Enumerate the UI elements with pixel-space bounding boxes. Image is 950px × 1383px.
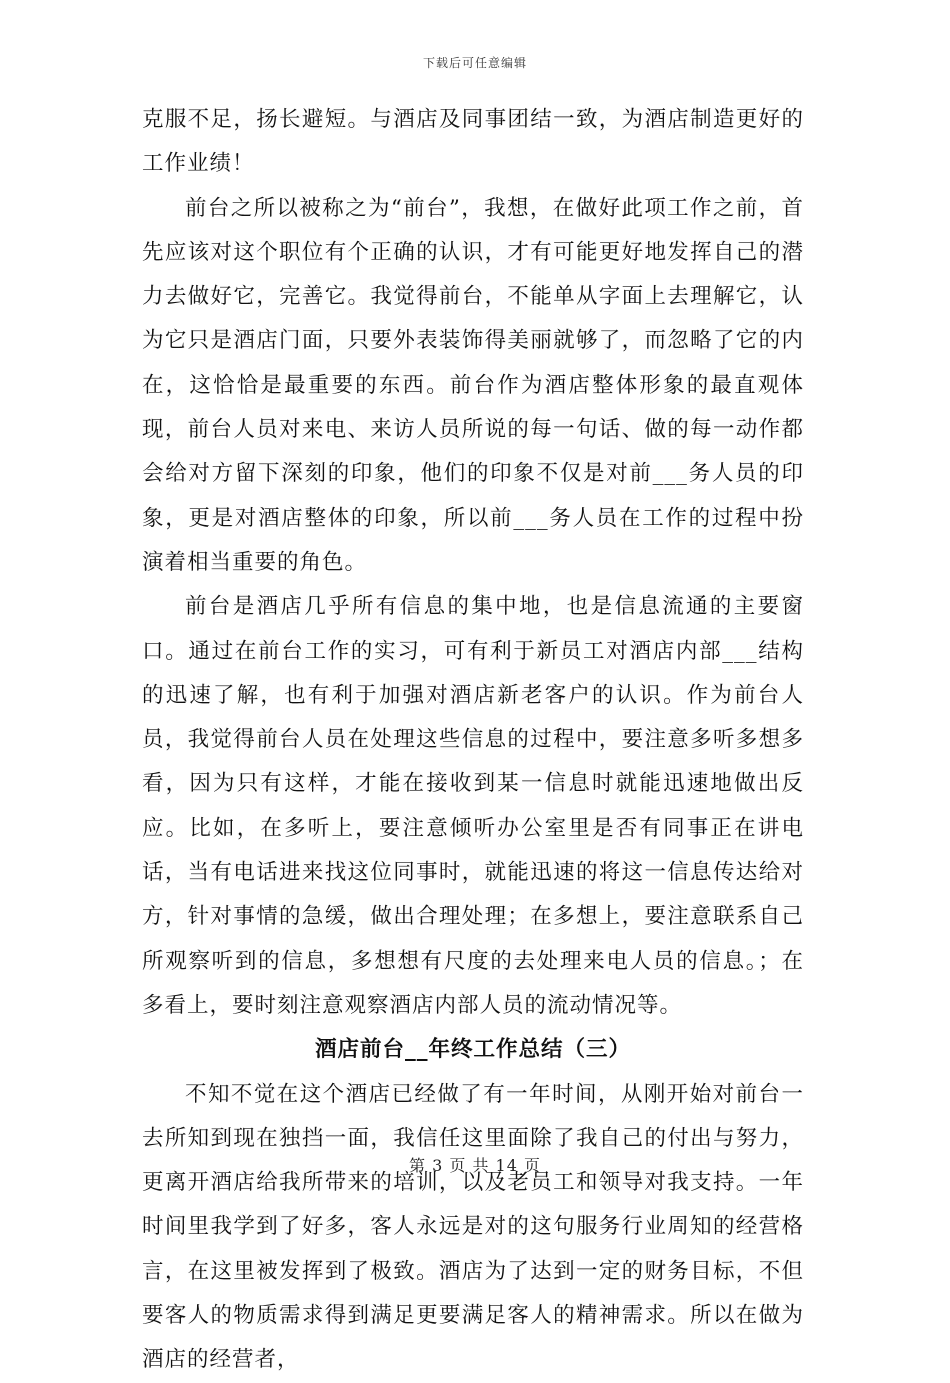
document-body (142, 98, 804, 1383)
section-title: 酒店前台__年终工作总结（三） (314, 1037, 631, 1063)
paragraph-continuation: 克服不足，扬长避短。与酒店及同事团结一致，为酒店制造更好的工作业绩！ (142, 107, 804, 177)
page-number: 第 3 页 共 14 页 (409, 1156, 541, 1175)
paragraph-information-hub: 前台是酒店几乎所有信息的集中地，也是信息流通的主要窗口。通过在前台工作的实习，可有利于新员工对酒店内部___结构的迅速了解，也有利于加强对酒店新老客户的认识。作为前台人员，我觉得前台人员在处理这些信息的过程中，要注意多听多想多看，因为只有这样，才能在接收到某一信息时就能迅速地做出反应。比如，在多听上，要注意倾听办公室里是否有同事正在讲电话，当有电话进来找这位同事时，就能迅速的将这一信息传达给对方，针对事情的急缓，做出合理处理；在多想上，要注意联系自己所观察听到的信息，多想想有尺度的去处理来电人员的信息。；在多看上，要时刻注意观察酒店内部人员的流动情况等。 (142, 594, 804, 1018)
header-note: 下载后可任意编辑 (422, 56, 527, 70)
paragraph-year-summary: 不知不觉在这个酒店已经做了有一年时间，从刚开始对前台一去所知到现在独挡一面，我信任这里面除了我自己的付出与努力，更离开酒店给我所带来的培训，以及老员工和领导对我支持。一年时间里我学到了好多，客人永远是对的这句服务行业周知的经营格言，在这里被发挥到了极致。酒店为了达到一定的财务目标，不但要客人的物质需求得到满足更要满足客人的精神需求。所以在做为酒店的经营者， (142, 1081, 804, 1373)
paragraph-front-desk-role: 前台之所以被称之为“前台”，我想，在做好此项工作之前，首先应该对这个职位有个正确的认识，才有可能更好地发挥自己的潜力去做好它，完善它。我觉得前台，不能单从字面上去理解它，认为它只是酒店门面，只要外表装饰得美丽就够了，而忽略了它的内在，这恰恰是最重要的东西。前台作为酒店整体形象的最直观体现，前台人员对来电、来访人员所说的每一句话、做的每一动作都会给对方留下深刻的印象，他们的印象不仅是对前___务人员的印象，更是对酒店整体的印象，所以前___务人员在工作的过程中扮演着相当重要的角色。 (142, 195, 804, 575)
